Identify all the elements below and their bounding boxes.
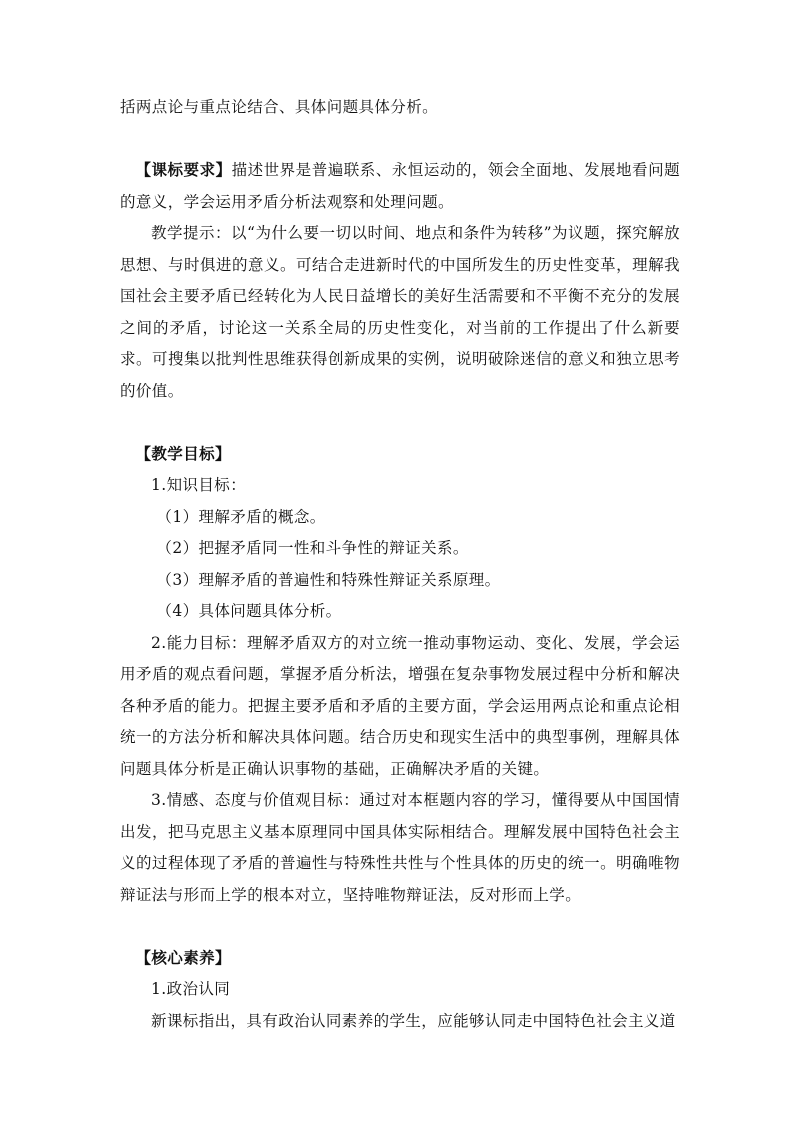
- knowledge-item: （3）理解矛盾的普遍性和特殊性辩证关系原理。: [156, 570, 501, 589]
- standards-label: 【课标要求】: [135, 161, 232, 179]
- values-objective: 3.情感、态度与价值观目标：通过对本框题内容的学习，懂得要从中国国情出发，把马克思主义基本原理同中国具体实际相结合。理解发展中国特色社会主义的过程体现了矛盾的普遍性与特殊性共性与个性具体的历史的统一。明确唯物辩证法与形而上学的根本对立，坚持唯物辩证法，反对形而上学。: [120, 791, 680, 904]
- literacy-item-title: 1.政治认同: [151, 980, 231, 998]
- teaching-hint: 教学提示：以“为什么要一切以时间、地点和条件为转移”为议题，探究解放思想、与时俱进的意义。可结合走进新时代的中国所发生的历史性变革，理解我国社会主要矛盾已经转化为人民日益增长的美好生活需要和不平衡不充分的发展之间的矛盾，讨论这一关系全局的历史性变化，对当前的工作提出了什么新要求。可搜集以批判性思维获得创新成果的实例，说明破除迷信的意义和独立思考的价值。: [120, 224, 680, 400]
- knowledge-item: （2）把握矛盾同一性和斗争性的辩证关系。: [156, 539, 469, 557]
- objectives-heading: [120, 439, 680, 471]
- knowledge-objective-title: 1.知识目标：: [151, 476, 247, 494]
- knowledge-item: （1）理解矛盾的概念。: [156, 507, 326, 526]
- knowledge-item: （4）具体问题具体分析。: [156, 602, 342, 620]
- standards-paragraph: [120, 155, 680, 218]
- objectives-label: 【教学目标】: [135, 444, 231, 463]
- literacy-text: 新课标指出，具有政治认同素养的学生，应能够认同走中国特色社会主义道: [151, 1011, 676, 1030]
- spacer: [120, 124, 680, 156]
- literacy-heading: [120, 943, 680, 975]
- intro-continuation: 括两点论与重点论结合、具体问题具体分析。: [120, 98, 439, 116]
- spacer: [120, 911, 680, 943]
- ability-objective: 2.能力目标：理解矛盾双方的对立统一推动事物运动、变化、发展，学会运用矛盾的观点看问题，掌握矛盾分析法，增强在复杂事物发展过程中分析和解决各种矛盾的能力。把握主要矛盾和矛盾的主要方面，学会运用两点论和重点论相统一的方法分析和解决具体问题。结合历史和现实生活中的典型事例，理解具体问题具体分析是正确认识事物的基础，正确解决矛盾的关键。: [120, 633, 680, 778]
- literacy-label: 【核心素养】: [135, 948, 231, 967]
- spacer: [120, 407, 680, 439]
- document-body: [120, 92, 680, 1037]
- standards-text: 描述世界是普遍联系、永恒运动的，领会全面地、发展地看问题的意义，学会运用矛盾分析法观察和处理问题。: [120, 161, 680, 211]
